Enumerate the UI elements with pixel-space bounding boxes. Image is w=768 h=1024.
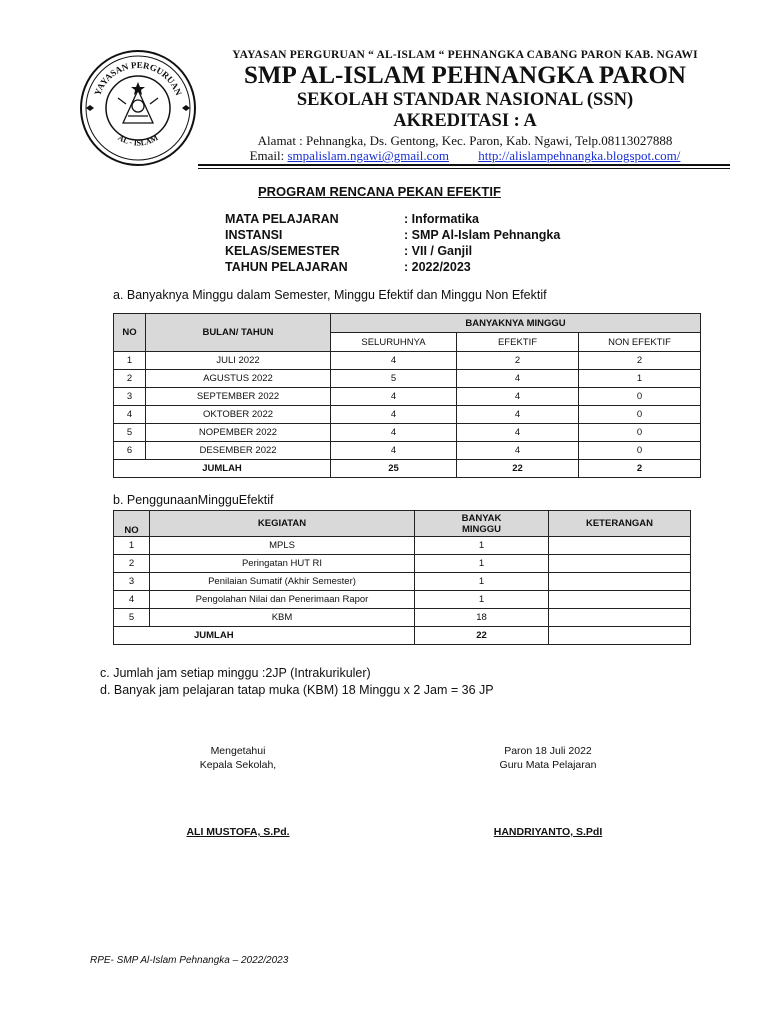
cell-total: 4 xyxy=(331,406,457,424)
sig-left-name: ALI MUSTOFA, S.Pd. xyxy=(186,826,290,838)
sig-right-line2: Guru Mata Pelajaran xyxy=(499,759,597,771)
line-c: c. Jumlah jam setiap minggu :2JP (Intrakurikuler) xyxy=(100,666,371,680)
school-standard: SEKOLAH STANDAR NASIONAL (SSN) xyxy=(296,90,634,110)
cell-month: SEPTEMBER 2022 xyxy=(146,388,331,406)
cell-effective: 4 xyxy=(457,406,579,424)
cell-weeks: 1 xyxy=(415,537,549,555)
cell-activity: Penilaian Sumatif (Akhir Semester) xyxy=(150,573,415,591)
table-row xyxy=(114,537,691,555)
table-row xyxy=(114,555,691,573)
email-label: Email: xyxy=(249,148,285,163)
cell-total-label: JUMLAH xyxy=(114,460,331,478)
table-row xyxy=(114,424,701,442)
cell-non-effective: 1 xyxy=(579,370,701,388)
sig-left-line1: Mengetahui xyxy=(210,745,266,757)
cell-month: AGUSTUS 2022 xyxy=(146,370,331,388)
cell-non-effective: 0 xyxy=(579,442,701,460)
cell-weeks: 1 xyxy=(415,555,549,573)
table-row xyxy=(114,370,701,388)
sig-right-name: HANDRIYANTO, S.PdI xyxy=(493,826,603,838)
cell-weeks: 1 xyxy=(415,573,549,591)
sig-right-line1: Paron 18 Juli 2022 xyxy=(504,745,592,757)
cell-sum-non-effective: 2 xyxy=(579,460,701,478)
cell-note xyxy=(549,591,691,609)
table-row xyxy=(114,573,691,591)
header-weeks-line1: BANYAK xyxy=(461,512,502,524)
table-row xyxy=(114,442,701,460)
letterhead-rule-thin xyxy=(198,168,730,169)
cell-note xyxy=(549,609,691,627)
cell-sum-effective: 22 xyxy=(457,460,579,478)
header-weeks xyxy=(415,511,549,537)
meta-label-institution: INSTANSI xyxy=(225,228,283,242)
line-d: d. Banyak jam pelajaran tatap muka (KBM) 18 Minggu x 2 Jam = 36 JP xyxy=(100,683,494,697)
school-seal-logo xyxy=(78,48,198,168)
cell-weeks: 18 xyxy=(415,609,549,627)
letterhead-rule-thick xyxy=(198,164,730,166)
cell-effective: 4 xyxy=(457,424,579,442)
seal-text-bottom: AL - ISLAM xyxy=(116,133,160,148)
cell-non-effective: 2 xyxy=(579,352,701,370)
header-weeks: BANYAKNYA MINGGU xyxy=(331,314,701,333)
cell-month: JULI 2022 xyxy=(146,352,331,370)
cell-total: 4 xyxy=(331,442,457,460)
cell-month: OKTOBER 2022 xyxy=(146,406,331,424)
cell-sum-weeks: 22 xyxy=(415,627,549,645)
cell-non-effective: 0 xyxy=(579,424,701,442)
table-row xyxy=(114,406,701,424)
table-row xyxy=(114,591,691,609)
meta-label-year: TAHUN PELAJARAN xyxy=(225,260,348,274)
cell-sum-note xyxy=(549,627,691,645)
cell-no: 2 xyxy=(114,555,150,573)
cell-no: 1 xyxy=(114,352,146,370)
cell-no: 1 xyxy=(114,537,150,555)
meta-label-class: KELAS/SEMESTER xyxy=(225,244,340,258)
weeks-table xyxy=(113,313,701,478)
cell-total: 4 xyxy=(331,352,457,370)
cell-sum-total: 25 xyxy=(331,460,457,478)
header-no: NO xyxy=(114,314,146,352)
cell-month: DESEMBER 2022 xyxy=(146,442,331,460)
effective-weeks-usage-table xyxy=(113,510,691,645)
section-b-heading: b. PenggunaanMingguEfektif xyxy=(113,493,274,507)
school-address: Alamat : Pehnangka, Ds. Gentong, Kec. Paron, Kab. Ngawi, Telp.08113027888 xyxy=(257,133,673,148)
cell-no: 3 xyxy=(114,573,150,591)
table-row xyxy=(114,388,701,406)
cell-no: 5 xyxy=(114,609,150,627)
cell-activity: Peringatan HUT RI xyxy=(150,555,415,573)
meta-value-institution: : SMP Al-Islam Pehnangka xyxy=(404,228,561,242)
meta-value-year: : 2022/2023 xyxy=(404,260,471,274)
cell-note xyxy=(549,555,691,573)
header-no: NO xyxy=(114,511,150,537)
meta-value-class: : VII / Ganjil xyxy=(404,244,473,258)
cell-effective: 4 xyxy=(457,388,579,406)
page-footer: RPE- SMP Al-Islam Pehnangka – 2022/2023 xyxy=(90,955,289,966)
cell-no: 2 xyxy=(114,370,146,388)
cell-activity: MPLS xyxy=(150,537,415,555)
school-contact xyxy=(200,148,730,164)
document-title: PROGRAM RENCANA PEKAN EFEKTIF xyxy=(258,184,501,199)
sig-left-line2: Kepala Sekolah, xyxy=(199,759,277,771)
header-weeks-line2: MINGGU xyxy=(461,523,502,535)
cell-total: 4 xyxy=(331,424,457,442)
cell-no: 5 xyxy=(114,424,146,442)
table-row xyxy=(114,352,701,370)
header-non-effective: NON EFEKTIF xyxy=(579,333,701,352)
cell-no: 6 xyxy=(114,442,146,460)
cell-effective: 4 xyxy=(457,442,579,460)
cell-total: 4 xyxy=(331,388,457,406)
cell-no: 4 xyxy=(114,406,146,424)
cell-effective: 2 xyxy=(457,352,579,370)
accreditation: AKREDITASI : A xyxy=(393,111,537,131)
meta-label-subject: MATA PELAJARAN xyxy=(225,212,339,226)
cell-note xyxy=(549,573,691,591)
cell-activity: KBM xyxy=(150,609,415,627)
table-row xyxy=(114,609,691,627)
school-name: SMP AL-ISLAM PEHNANGKA PARON xyxy=(244,62,686,89)
cell-non-effective: 0 xyxy=(579,388,701,406)
website-link[interactable]: http://alislampehnangka.blogspot.com/ xyxy=(478,148,681,163)
header-total: SELURUHNYA xyxy=(331,333,457,352)
header-activity: KEGIATAN xyxy=(150,511,415,537)
cell-no: 4 xyxy=(114,591,150,609)
table-total-row xyxy=(114,460,701,478)
cell-month: NOPEMBER 2022 xyxy=(146,424,331,442)
seal-text-top: YAYASAN PERGURUAN xyxy=(92,59,184,97)
email-link[interactable]: smpalislam.ngawi@gmail.com xyxy=(287,148,449,163)
cell-total-label: JUMLAH xyxy=(114,627,415,645)
meta-value-subject: : Informatika xyxy=(404,212,480,226)
cell-weeks: 1 xyxy=(415,591,549,609)
cell-effective: 4 xyxy=(457,370,579,388)
header-note: KETERANGAN xyxy=(549,511,691,537)
cell-activity: Pengolahan Nilai dan Penerimaan Rapor xyxy=(150,591,415,609)
header-effective: EFEKTIF xyxy=(457,333,579,352)
cell-total: 5 xyxy=(331,370,457,388)
header-month: BULAN/ TAHUN xyxy=(146,314,331,352)
foundation-name: YAYASAN PERGURUAN “ AL-ISLAM “ PEHNANGKA CABANG PARON KAB. NGAWI xyxy=(232,49,698,61)
cell-non-effective: 0 xyxy=(579,406,701,424)
cell-no: 3 xyxy=(114,388,146,406)
section-a-heading: a. Banyaknya Minggu dalam Semester, Minggu Efektif dan Minggu Non Efektif xyxy=(113,288,547,302)
cell-note xyxy=(549,537,691,555)
table-total-row xyxy=(114,627,691,645)
